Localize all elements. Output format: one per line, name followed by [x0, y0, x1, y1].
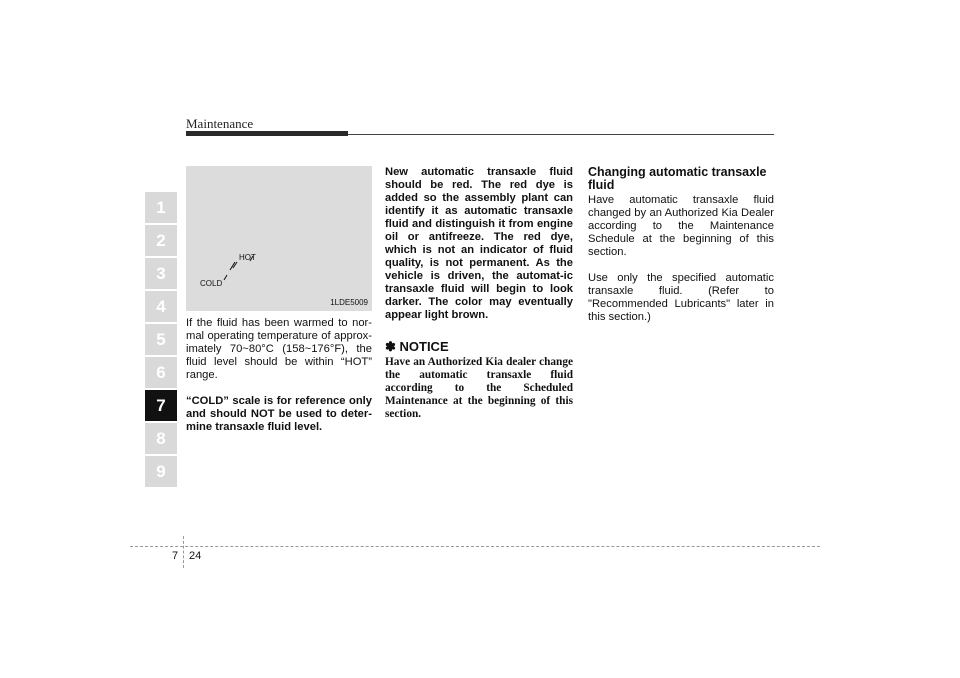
- dipstick-illustration: [186, 166, 372, 311]
- notice-body: Have an Authorized Kia dealer change the automatic transaxle fluid according to the Scheduled Maintenance at the beginning of this section.: [385, 356, 573, 420]
- footer-page-number: 24: [189, 550, 202, 562]
- chapter-tab-7[interactable]: 7: [145, 390, 177, 421]
- figure-code: 1LDE5009: [330, 298, 368, 307]
- chapter-tab-6[interactable]: 6: [145, 357, 177, 388]
- paragraph-specified-fluid: Use only the specified automatic transaxle fluid. (Refer to "Recommended Lubricants" later in this section.): [588, 272, 774, 323]
- footer-divider: [183, 536, 184, 568]
- header-rule: [348, 134, 774, 135]
- paragraph-fluid-color: New automatic transaxle fluid should be red. The red dye is added so the assembly plant can identify it as automatic transaxle fluid and distinguish it from engine oil or antifreeze. The red dye, which is not an indicator of fluid quality, is not permanent. As the vehicle is driven, the automat-ic transaxle fluid will begin to look darker. The color may eventually appear light brown.: [385, 166, 573, 321]
- notice-heading: ✽ NOTICE: [385, 339, 449, 354]
- column-middle: [385, 166, 573, 421]
- cold-label: COLD: [200, 279, 223, 288]
- chapter-tab-9[interactable]: 9: [145, 456, 177, 487]
- hot-label: HOT: [239, 253, 256, 262]
- chapter-tabs: [145, 192, 177, 489]
- section-heading: Changing automatic transaxle fluid: [588, 165, 767, 192]
- chapter-tab-5[interactable]: 5: [145, 324, 177, 355]
- chapter-tab-8[interactable]: 8: [145, 423, 177, 454]
- dipstick-figure: [186, 166, 372, 311]
- chapter-tab-1[interactable]: 1: [145, 192, 177, 223]
- paragraph-cold-scale: “COLD” scale is for reference only and should NOT be used to deter-mine transaxle fluid level.: [186, 395, 372, 433]
- header-bar: [186, 131, 348, 136]
- chapter-tab-3[interactable]: 3: [145, 258, 177, 289]
- page-section-title: Maintenance: [186, 116, 254, 131]
- footer-rule: [130, 546, 820, 547]
- column-right: [588, 166, 774, 337]
- chapter-tab-2[interactable]: 2: [145, 225, 177, 256]
- paragraph-fluid-warm: If the fluid has been warmed to nor-mal operating temperature of approx-imately 70~80°C (158~176°F), the fluid level should be within “HOT” range.: [186, 317, 372, 381]
- footer-chapter-number: 7: [172, 550, 179, 562]
- paragraph-change-fluid: Have automatic transaxle fluid changed by an Authorized Kia Dealer according to the Maintenance Schedule at the beginning of this section.: [588, 194, 774, 258]
- column-left: [186, 317, 372, 447]
- chapter-tab-4[interactable]: 4: [145, 291, 177, 322]
